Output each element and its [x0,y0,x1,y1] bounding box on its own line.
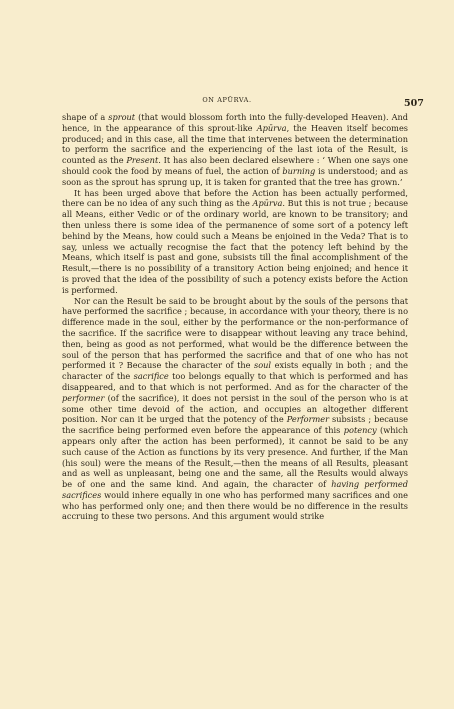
text-run: . It has also been declared elsewhere : ‘ When one says one should cook the food by means of fuel, the action of [62,155,408,176]
italic-term: performer [62,392,105,403]
body-text [62,112,408,522]
italic-term: soul [254,360,272,371]
text-run: (which appears only after the action has been performed), it cannot be said to be any such cause of the Action as functions by its very presence. And further, if the Man (his soul) were the means of the Result,—then the means of all Results, pleasant and as well as unpleasant, being one and the same, all the Results would always be of one and the same kind. And again, the character of [62,425,408,490]
text-run: , the Heaven itself becomes produced; and in this case, all the time that intervenes between the determination to perform the sacrifice and the experiencing of the last iota of the Result, is counted as the [62,122,408,166]
italic-term: Performer [286,414,330,425]
text-run: too belongs equally to that which is performed and has disappeared, and to that which is not performed. And as for the character of the [62,371,408,392]
italic-term: having performed sacrifices [62,479,408,500]
text-run: (of the sacrifice), it does not persist in the soul of the person who is at some other time devoid of the action, and occupies an altogether different position. Nor can it be urged that the potency of the [62,392,408,425]
italic-term: sacrifice [133,371,169,382]
running-head: ON APŪRVA. [202,96,252,104]
text-run: is understood; and as soon as the sprout has sprung up, it is taken for granted that the tree has grown.’ [62,165,408,187]
italic-term: Present [126,155,159,166]
italic-term: Apūrva [256,122,287,133]
italic-term: Apūrva [252,198,283,209]
text-run: would inhere equally in one who has performed many sacrifices and one who has performed only one; and then there would be no difference in the results accruing to these two persons. And this argument would strike [62,489,408,522]
italic-term: burning [282,165,316,176]
italic-term: sprout [108,112,136,122]
text-run: shape of a [62,112,109,122]
paragraph [62,112,408,188]
paragraph [62,188,408,296]
text-run: Nor can the Result be said to be brought about by the souls of the persons that have performed the sacrifice ; because, in accordance with your theory, there is no difference made in the soul, either by the performance or the non-performance of the sacrifice. If the sacrifice were to disappear without leaving any trace behind, then, being as good as not performed, what would be the difference between the soul of the person that has performed the sacrifice and that of one who has not performed it ? Because the character of the [62,295,408,371]
text-run: . But this is not true ; because all Means, either Vedic or of the ordinary world, are known to be transitory; and then unless there is some idea of the permanence of some sort of a potency left behind by the Means, how could such a Means be enjoined in the Veda? That is to say, unless we actually recognise the fact that the potency left behind by the Means, which itself is past and gone, subsists till the final accomplishment of the Result,—there is no possibility of a transitory Action being enjoined; and hence it is proved that the idea of the possibility of such a potency exists before the Action is performed. [62,198,408,295]
page-number: 507 [404,98,424,109]
text-run: subsists ; because the sacrifice being performed even before the appearance of this [62,414,408,436]
italic-term: potency [343,425,377,436]
text-run: It has been urged above that before the Action has been actually performed, there can be no idea of any such thing as the [62,187,408,209]
text-run: exists equally in both ; and the character of the [62,360,408,382]
text-run: (that would blossom forth into the fully-developed Heaven). And hence, in the appearance of this sprout-like [62,112,409,133]
paragraph [62,296,408,523]
